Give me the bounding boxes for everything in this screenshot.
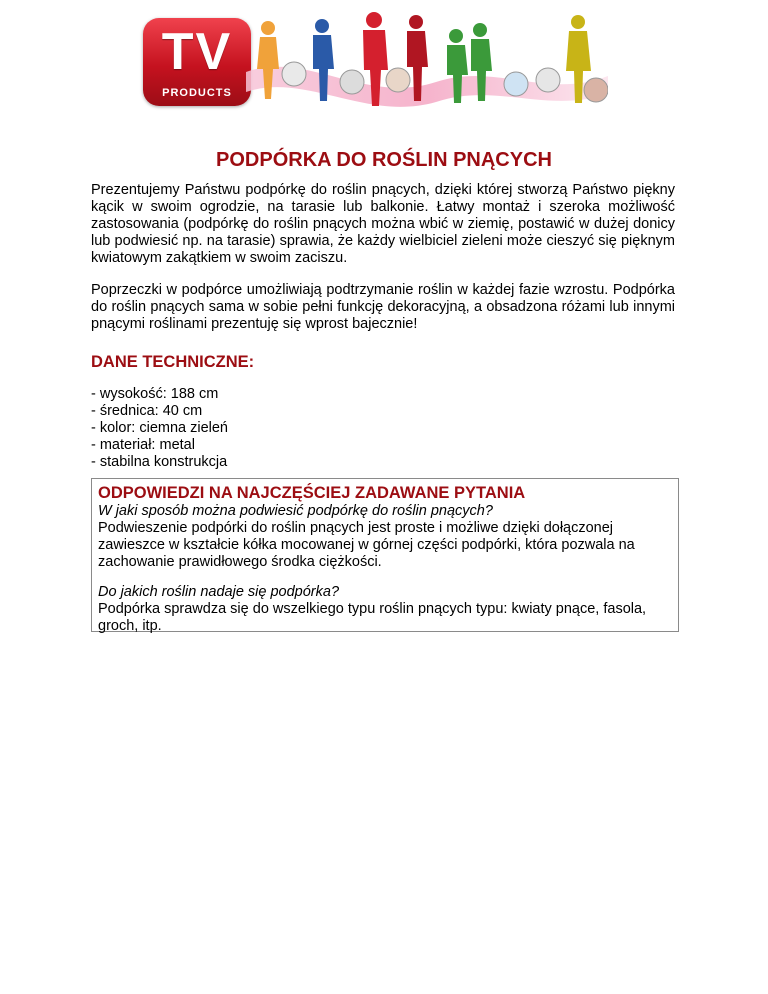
- spec-item: - średnica: 40 cm: [91, 403, 203, 419]
- tv-products-logo[interactable]: [138, 18, 251, 110]
- header-banner: [138, 10, 608, 110]
- spec-item: - stabilna konstrukcja: [91, 454, 228, 470]
- faq-box: [91, 478, 679, 632]
- spec-item: - kolor: ciemna zieleń: [91, 420, 228, 436]
- logo-tv-text: TV: [161, 23, 233, 81]
- logo-products-text: PRODUCTS: [162, 87, 232, 99]
- people-illustration: [246, 10, 608, 110]
- faq-question: W jaki sposób można podwiesić podpórkę do roślin pnących?: [98, 503, 493, 519]
- spec-item: - wysokość: 188 cm: [91, 386, 219, 402]
- features-paragraph: Poprzeczki w podpórce umożliwiają podtrzymanie roślin w każdej fazie wzrostu. Podpórka do roślin pnących sama w sobie pełni funkcję dekoracyjną, a obsadzona różami lub innymi pnącymi roślinami prezentuję się wprost bajecznie!: [91, 282, 675, 332]
- intro-paragraph: Prezentujemy Państwu podpórkę do roślin pnących, dzięki której stworzą Państwo piękny kącik w swoim ogrodzie, na tarasie lub balkonie. Łatwy montaż i szeroka możliwość zastosowania (podpórkę do roślin pnących można wbić w ziemię, postawić w dużej donicy lub podwiesić np. na tarasie) sprawia, że każdy wielbiciel zieleni może cieszyć się pięknym kwiatowym zakątkiem w swoim zaciszu.: [91, 182, 675, 266]
- specs-heading: DANE TECHNICZNE:: [91, 353, 255, 371]
- faq-answer: Podpórka sprawdza się do wszelkiego typu roślin pnących typu: kwiaty pnące, fasola, groch, itp.: [98, 601, 647, 634]
- specs-list: [91, 386, 228, 471]
- page-title: PODPÓRKA DO ROŚLIN PNĄCYCH: [216, 149, 552, 171]
- spec-item: - materiał: metal: [91, 437, 195, 453]
- faq-heading: ODPOWIEDZI NA NAJCZĘŚCIEJ ZADAWANE PYTANIA: [98, 484, 526, 502]
- faq-question: Do jakich roślin nadaje się podpórka?: [98, 584, 340, 600]
- faq-item: [98, 503, 672, 571]
- faq-answer: Podwieszenie podpórki do roślin pnących jest proste i możliwe dzięki dołączonej zawieszce w kształcie kółka mocowanej w górnej części podpórki, która pozwala na zachowanie prawidłowego środka ciężkości.: [98, 520, 635, 570]
- faq-item: [98, 584, 672, 635]
